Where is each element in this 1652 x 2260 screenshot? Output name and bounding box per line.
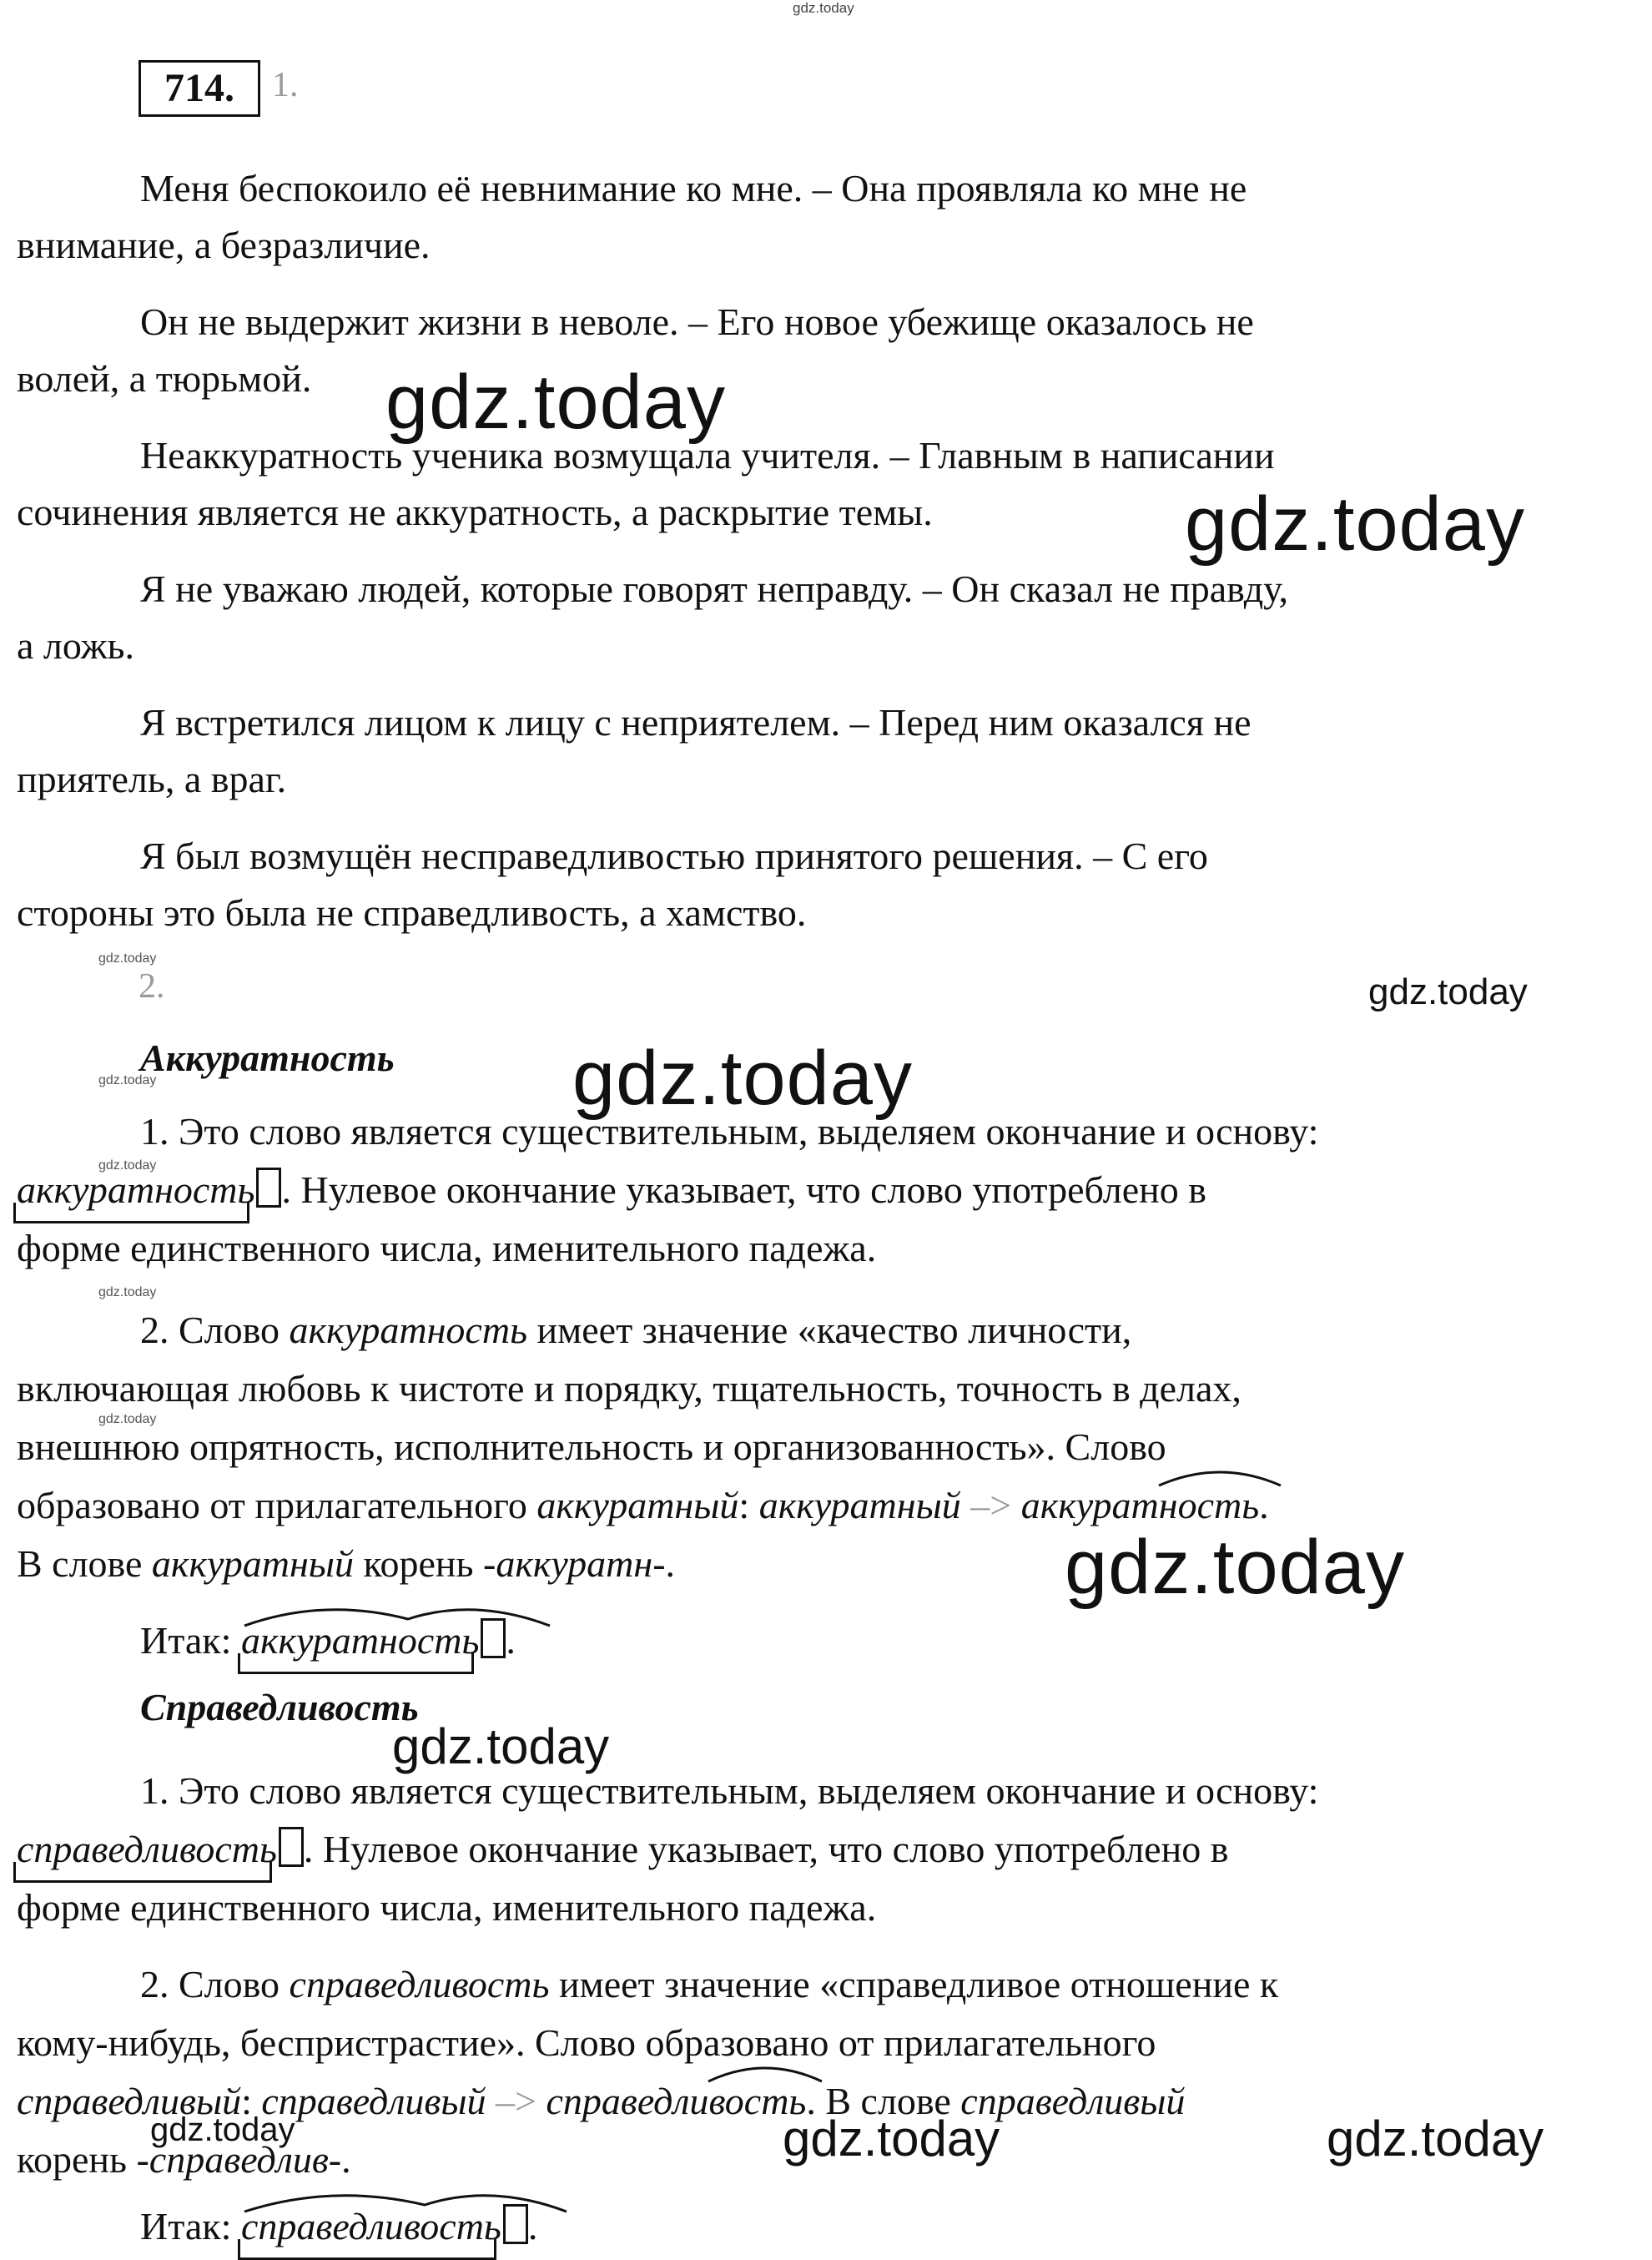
p5-line1: Я встретился лицом к лицу с неприятелем. – Перед ним оказался не (140, 701, 1252, 744)
itak-stem-bracket-2 (238, 2239, 496, 2260)
itak-arcs-1 (241, 1601, 558, 1629)
s2-itak-end: . (527, 2205, 538, 2247)
p4-line2: а ложь. (17, 624, 134, 667)
exercise-number-box (139, 60, 260, 117)
s2-l4-pre: корень (17, 2138, 137, 2181)
section2-heading: Справедливость (140, 1686, 419, 1728)
s1-l4-w1: аккуратный (536, 1484, 739, 1526)
p1-line2: внимание, а безразличие. (17, 224, 431, 266)
s2-l3-arrow: –> (486, 2080, 546, 2122)
watermark-small-4: gdz.today (98, 1285, 157, 1299)
stem-word-2-text: справедливость (17, 1828, 277, 1870)
s1-step2-line5 (17, 1536, 675, 1592)
part2-label: 2. (139, 967, 165, 1006)
watermark-mid-3: gdz.today (783, 2111, 1000, 2167)
stem-word-2 (17, 1821, 277, 1878)
itak-arcs-2 (241, 2187, 575, 2215)
s1-step2-line1 (140, 1302, 1131, 1359)
s1-l4-w3a: аккурат (1020, 1484, 1159, 1526)
s2-itak (140, 2198, 537, 2255)
s1-l4-pre: образовано от прилагательного (17, 1484, 537, 1526)
s1-step2-word: аккуратность (289, 1309, 528, 1351)
p6-line2: стороны это была не справедливость, а хамство. (17, 891, 807, 934)
s1-itak (140, 1612, 516, 1669)
exercise-number: 714. (164, 66, 234, 110)
p1-line1: Меня беспокоило её невнимание ко мне. – Она проявляла ко мне не (140, 167, 1247, 209)
s1-l5-w1: аккуратный (151, 1542, 354, 1585)
watermark-big-2: gdz.today (1185, 482, 1525, 567)
s2-step2-post: имеет значение «справедливое отношение к (549, 1963, 1279, 2005)
suffix-arc-2 (707, 2060, 823, 2085)
null-ending-box-2 (279, 1827, 304, 1867)
s1-l5-end: . (665, 1542, 676, 1585)
watermark-big-1: gdz.today (385, 360, 726, 445)
s1-step1-line2 (17, 1162, 1206, 1218)
s1-l5-mid: корень (353, 1542, 483, 1585)
s2-itak-label: Итак: (140, 2205, 241, 2247)
s1-l4-w2: аккуратный (758, 1484, 961, 1526)
p6-line1: Я был возмущён несправедливостью принятого решения. – С его (140, 835, 1208, 877)
watermark-mid-2: gdz.today (150, 2111, 295, 2148)
s1-step2-post: имеет значение «качество личности, (527, 1309, 1132, 1351)
s1-step2-line3: внешнюю опрятность, исполнительность и организованность». Слово (17, 1425, 1166, 1468)
s2-itak-word: справедливость (240, 2205, 501, 2247)
s1-itak-end: . (506, 1619, 516, 1662)
s2-l4-root: -справедлив- (136, 2138, 342, 2181)
s2-l3-w3b: вость (708, 2080, 807, 2122)
s1-step1-line2-rest: . Нулевое окончание указывает, что слово употреблено в (281, 1168, 1206, 1211)
watermark-small-3: gdz.today (98, 1158, 157, 1173)
s2-l3-colon: : (241, 2080, 262, 2122)
s2-l4-end: . (341, 2138, 351, 2181)
s2-step1-line1: 1. Это слово является существительным, выделяем окончание и основу: (140, 1769, 1319, 1812)
stem-word (17, 1162, 254, 1218)
s2-l3-w2: справедливый (261, 2080, 486, 2122)
watermark-small-right: gdz.today (1368, 971, 1528, 1012)
itak-stem-bracket-1 (238, 1653, 474, 1674)
p3-line1: Неаккуратность ученика возмущала учителя. – Главным в написании (140, 434, 1275, 477)
watermark-big-4: gdz.today (1065, 1525, 1405, 1610)
p5-line2: приятель, а враг. (17, 758, 287, 800)
watermark-small-1: gdz.today (98, 951, 157, 966)
s1-l4-colon: : (738, 1484, 759, 1526)
itak-word-1 (241, 1612, 479, 1669)
p4-line1: Я не уважаю людей, которые говорят неправду. – Он сказал не правду, (140, 568, 1289, 610)
s2-step2-word: справедливость (289, 1963, 550, 2005)
s2-step1-line2-rest: . Нулевое окончание указывает, что слово употреблено в (303, 1828, 1229, 1870)
s1-l4-w3b: ность (1158, 1484, 1260, 1526)
watermark-mid-1: gdz.today (392, 1718, 610, 1774)
watermark-small-5: gdz.today (98, 1412, 157, 1426)
watermark-small-2: gdz.today (98, 1073, 157, 1087)
p2-line2: волей, а тюрьмой. (17, 357, 312, 400)
s1-step1-line1: 1. Это слово является существительным, выделяем окончание и основу: (140, 1110, 1319, 1153)
s2-step1-line2 (17, 1821, 1228, 1878)
suffix-arc (1157, 1464, 1282, 1489)
s2-step1-line3: форме единственного числа, именительного падежа. (17, 1886, 877, 1929)
s1-step2-line2: включающая любовь к чистоте и порядку, тщательность, точность в делах, (17, 1367, 1242, 1410)
s1-itak-word: аккуратность (240, 1619, 480, 1662)
s1-l4-end: . (1259, 1484, 1269, 1526)
watermark-big-3: gdz.today (572, 1036, 913, 1121)
s1-l5-root: -аккуратн- (483, 1542, 666, 1585)
part1-label: 1. (272, 66, 299, 104)
s1-l4-arrow: –> (960, 1484, 1021, 1526)
section1-heading: Аккуратность (140, 1037, 395, 1079)
s1-step2-pre: 2. Слово (140, 1309, 290, 1351)
p3-line2: сочинения является не аккуратность, а раскрытие темы. (17, 491, 933, 533)
s2-l3-w4: справедливый (960, 2080, 1186, 2122)
s2-l3-w1: справедливый (17, 2080, 242, 2122)
s1-step1-line3: форме единственного числа, именительного падежа. (17, 1227, 877, 1269)
watermark-top: gdz.today (793, 0, 854, 16)
watermark-mid-4: gdz.today (1327, 2111, 1544, 2167)
null-ending-box (256, 1168, 281, 1208)
stem-word-text: аккуратность (17, 1168, 255, 1211)
s2-step2-line1 (140, 1956, 1278, 2013)
s2-l3-w3a: справедли (546, 2080, 709, 2122)
s1-l5-pre: В слове (17, 1542, 152, 1585)
s2-l3-mid: . В слове (806, 2080, 961, 2122)
s2-step2-line2: кому-нибудь, беспристрастие». Слово образовано от прилагательного (17, 2021, 1156, 2064)
p2-line1: Он не выдержит жизни в неволе. – Его новое убежище оказалось не (140, 300, 1254, 343)
s1-itak-label: Итак: (140, 1619, 241, 1662)
s2-step2-pre: 2. Слово (140, 1963, 290, 2005)
itak-word-2 (241, 2198, 501, 2255)
